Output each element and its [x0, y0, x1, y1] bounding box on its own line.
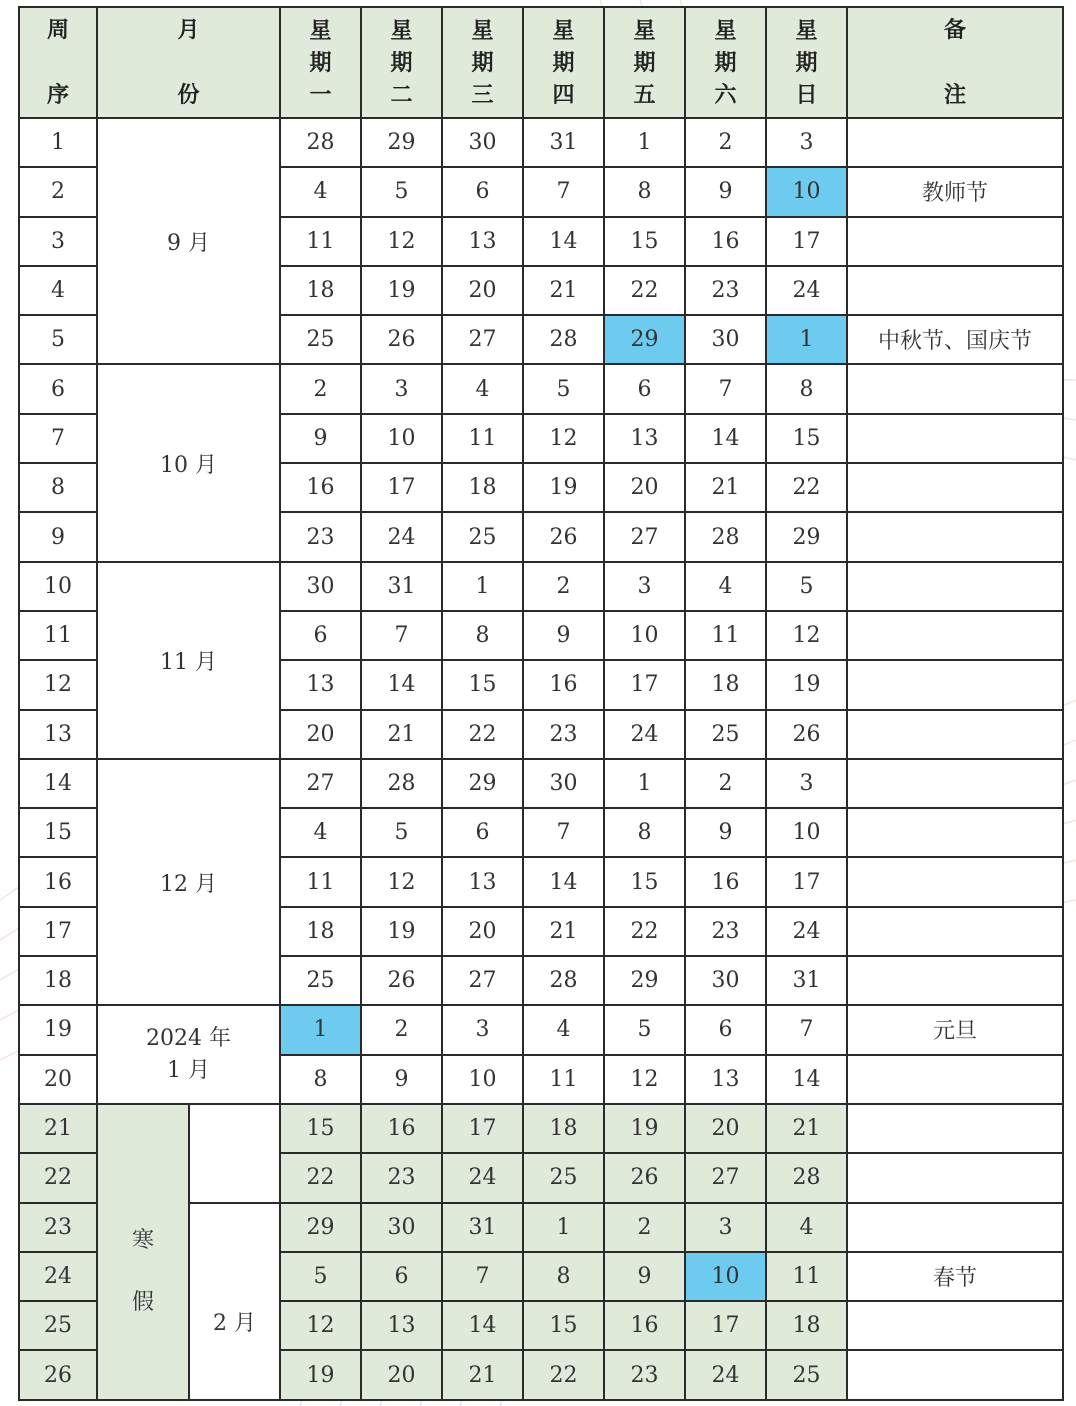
day-cell-mon: 12: [280, 1301, 361, 1350]
day-cell-tue: 5: [361, 167, 442, 216]
week-number: 23: [19, 1203, 97, 1252]
header-char: 星: [390, 17, 413, 44]
week-row: [19, 1104, 1063, 1153]
day-cell-thu: 16: [523, 660, 604, 709]
day-cell-mon: 25: [280, 315, 361, 364]
day-cell-sun: 25: [766, 1350, 847, 1399]
day-cell-sun: 31: [766, 956, 847, 1005]
header-char: 期: [633, 49, 656, 76]
header-char: 序: [46, 81, 69, 108]
week-number: 21: [19, 1104, 97, 1153]
day-cell-sun: 8: [766, 364, 847, 413]
week-number: 20: [19, 1055, 97, 1104]
day-cell-tue: 26: [361, 315, 442, 364]
winter-char: 假: [131, 1289, 154, 1315]
day-cell-tue: 30: [361, 1203, 442, 1252]
day-cell-wed: 22: [442, 710, 523, 759]
school-calendar-table: [18, 6, 1064, 1401]
month-label-nov: 11 月: [97, 562, 280, 759]
day-cell-fri: 8: [604, 167, 685, 216]
day-cell-sun: 22: [766, 463, 847, 512]
day-cell-fri: 9: [604, 1252, 685, 1301]
day-cell-sat: 16: [685, 217, 766, 266]
note-cell: 教师节: [847, 167, 1063, 216]
week-number: 16: [19, 857, 97, 906]
week-row: [19, 1005, 1063, 1054]
header-row: [19, 7, 1063, 118]
month-label-dec: 12 月: [97, 759, 280, 1005]
day-cell-thu: 7: [523, 808, 604, 857]
header-char: 期: [390, 49, 413, 76]
day-cell-sun: 10: [766, 808, 847, 857]
day-cell-thu: 1: [523, 1203, 604, 1252]
day-cell-wed: 11: [442, 414, 523, 463]
week-number: 10: [19, 562, 97, 611]
day-cell-thu: 19: [523, 463, 604, 512]
header-char: 备: [944, 16, 967, 43]
day-cell-tue: 19: [361, 907, 442, 956]
day-cell-fri: 6: [604, 364, 685, 413]
week-number: 18: [19, 956, 97, 1005]
week-number: 11: [19, 611, 97, 660]
day-cell-tue: 5: [361, 808, 442, 857]
header-char: 注: [944, 81, 967, 108]
day-cell-mon: 22: [280, 1153, 361, 1202]
day-cell-sat: 17: [685, 1301, 766, 1350]
day-cell-thu: 25: [523, 1153, 604, 1202]
day-cell-mon: 28: [280, 118, 361, 167]
week-number: 24: [19, 1252, 97, 1301]
day-cell-tue: 29: [361, 118, 442, 167]
day-cell-tue: 28: [361, 759, 442, 808]
day-cell-mon: 2: [280, 364, 361, 413]
day-cell-sun: 14: [766, 1055, 847, 1104]
day-cell-sun: 29: [766, 512, 847, 561]
day-cell-wed: 21: [442, 1350, 523, 1399]
day-cell-mon: 9: [280, 414, 361, 463]
note-cell: [847, 611, 1063, 660]
day-cell-tue: 7: [361, 611, 442, 660]
header-char: 星: [795, 17, 818, 44]
day-cell-fri: 26: [604, 1153, 685, 1202]
note-cell: [847, 1301, 1063, 1350]
day-cell-wed: 20: [442, 907, 523, 956]
day-cell-mon: 11: [280, 857, 361, 906]
day-cell-wed: 13: [442, 217, 523, 266]
weekday-header-tue: [361, 7, 442, 118]
header-char: 一: [309, 81, 332, 108]
day-cell-wed: 10: [442, 1055, 523, 1104]
day-cell-thu: 31: [523, 118, 604, 167]
day-cell-wed: 17: [442, 1104, 523, 1153]
day-cell-tue: 6: [361, 1252, 442, 1301]
week-number: 1: [19, 118, 97, 167]
header-char: 期: [471, 49, 494, 76]
day-cell-sat: 10: [685, 1252, 766, 1301]
header-char: 期: [552, 49, 575, 76]
day-cell-thu: 4: [523, 1005, 604, 1054]
week-number: 5: [19, 315, 97, 364]
day-cell-sun: 26: [766, 710, 847, 759]
day-cell-wed: 6: [442, 167, 523, 216]
day-cell-thu: 7: [523, 167, 604, 216]
day-cell-wed: 7: [442, 1252, 523, 1301]
day-cell-wed: 30: [442, 118, 523, 167]
day-cell-fri: 15: [604, 857, 685, 906]
day-cell-fri: 16: [604, 1301, 685, 1350]
month-label-sep: 9 月: [97, 118, 280, 364]
day-cell-fri: 15: [604, 217, 685, 266]
month-label-jan: [97, 1005, 280, 1104]
day-cell-sat: 3: [685, 1203, 766, 1252]
calendar-body: [19, 118, 1063, 1400]
day-cell-thu: 28: [523, 956, 604, 1005]
day-cell-fri: 22: [604, 266, 685, 315]
day-cell-fri: 2: [604, 1203, 685, 1252]
day-cell-mon: 5: [280, 1252, 361, 1301]
day-cell-thu: 21: [523, 907, 604, 956]
day-cell-sat: 13: [685, 1055, 766, 1104]
note-cell: [847, 463, 1063, 512]
day-cell-tue: 20: [361, 1350, 442, 1399]
header-char: 周: [46, 16, 69, 43]
week-number: 13: [19, 710, 97, 759]
day-cell-tue: 31: [361, 562, 442, 611]
day-cell-tue: 24: [361, 512, 442, 561]
day-cell-sat: 23: [685, 907, 766, 956]
day-cell-sat: 30: [685, 956, 766, 1005]
day-cell-sat: 18: [685, 660, 766, 709]
day-cell-sat: 24: [685, 1350, 766, 1399]
day-cell-sun: 17: [766, 217, 847, 266]
day-cell-thu: 28: [523, 315, 604, 364]
week-number: 14: [19, 759, 97, 808]
week-number: 9: [19, 512, 97, 561]
header-char: 三: [471, 81, 494, 108]
day-cell-thu: 23: [523, 710, 604, 759]
note-cell: [847, 857, 1063, 906]
day-cell-fri: 19: [604, 1104, 685, 1153]
note-cell: [847, 660, 1063, 709]
day-cell-thu: 18: [523, 1104, 604, 1153]
day-cell-wed: 4: [442, 364, 523, 413]
day-cell-wed: 3: [442, 1005, 523, 1054]
note-cell: [847, 1153, 1063, 1202]
day-cell-sun: 15: [766, 414, 847, 463]
day-cell-sun: 24: [766, 907, 847, 956]
day-cell-tue: 10: [361, 414, 442, 463]
day-cell-mon: 23: [280, 512, 361, 561]
day-cell-sat: 21: [685, 463, 766, 512]
week-number: 19: [19, 1005, 97, 1054]
day-cell-sat: 14: [685, 414, 766, 463]
day-cell-thu: 5: [523, 364, 604, 413]
day-cell-fri: 20: [604, 463, 685, 512]
week-number: 12: [19, 660, 97, 709]
week-row: [19, 759, 1063, 808]
week-number: 3: [19, 217, 97, 266]
day-cell-tue: 3: [361, 364, 442, 413]
day-cell-sat: 2: [685, 759, 766, 808]
month-year-label: 2024 年: [146, 1025, 231, 1051]
week-number: 22: [19, 1153, 97, 1202]
header-char: 五: [633, 81, 656, 108]
day-cell-tue: 17: [361, 463, 442, 512]
note-cell: [847, 266, 1063, 315]
header-char: 星: [309, 17, 332, 44]
week-number: 4: [19, 266, 97, 315]
day-cell-tue: 2: [361, 1005, 442, 1054]
header-char: 星: [552, 17, 575, 44]
week-row: [19, 118, 1063, 167]
day-cell-sat: 25: [685, 710, 766, 759]
week-number: 2: [19, 167, 97, 216]
day-cell-fri: 23: [604, 1350, 685, 1399]
note-header: [847, 7, 1063, 118]
header-char: 期: [714, 49, 737, 76]
day-cell-fri: 12: [604, 1055, 685, 1104]
note-cell: [847, 710, 1063, 759]
month-header: [97, 7, 280, 118]
note-cell: [847, 1104, 1063, 1153]
month-label: 1 月: [167, 1057, 210, 1083]
day-cell-mon: 8: [280, 1055, 361, 1104]
day-cell-wed: 24: [442, 1153, 523, 1202]
day-cell-mon: 20: [280, 710, 361, 759]
day-cell-thu: 11: [523, 1055, 604, 1104]
day-cell-mon: 27: [280, 759, 361, 808]
day-cell-mon: 6: [280, 611, 361, 660]
week-number: 7: [19, 414, 97, 463]
day-cell-tue: 26: [361, 956, 442, 1005]
weekday-header-mon: [280, 7, 361, 118]
day-cell-tue: 14: [361, 660, 442, 709]
header-char: 日: [795, 81, 818, 108]
note-cell: [847, 562, 1063, 611]
day-cell-fri: 10: [604, 611, 685, 660]
day-cell-wed: 25: [442, 512, 523, 561]
day-cell-sat: 6: [685, 1005, 766, 1054]
header-char: 份: [177, 81, 200, 108]
day-cell-wed: 18: [442, 463, 523, 512]
day-cell-wed: 27: [442, 315, 523, 364]
weekday-header-thu: [523, 7, 604, 118]
day-cell-mon: 4: [280, 167, 361, 216]
day-cell-sun: 1: [766, 315, 847, 364]
note-cell: [847, 907, 1063, 956]
day-cell-mon: 16: [280, 463, 361, 512]
month-label-oct: 10 月: [97, 364, 280, 561]
day-cell-sat: 4: [685, 562, 766, 611]
day-cell-sat: 28: [685, 512, 766, 561]
week-number-header: [19, 7, 97, 118]
day-cell-thu: 14: [523, 217, 604, 266]
day-cell-wed: 6: [442, 808, 523, 857]
day-cell-thu: 30: [523, 759, 604, 808]
day-cell-thu: 14: [523, 857, 604, 906]
weekday-header-sat: [685, 7, 766, 118]
day-cell-sat: 23: [685, 266, 766, 315]
day-cell-fri: 17: [604, 660, 685, 709]
note-cell: [847, 956, 1063, 1005]
day-cell-fri: 22: [604, 907, 685, 956]
day-cell-sun: 7: [766, 1005, 847, 1054]
winter-vacation-label: [97, 1104, 189, 1400]
note-cell: [847, 1350, 1063, 1399]
day-cell-fri: 24: [604, 710, 685, 759]
day-cell-sat: 2: [685, 118, 766, 167]
day-cell-sun: 24: [766, 266, 847, 315]
day-cell-wed: 27: [442, 956, 523, 1005]
header-char: 期: [795, 49, 818, 76]
note-cell: [847, 512, 1063, 561]
day-cell-sat: 11: [685, 611, 766, 660]
month-jan-continued: [189, 1104, 280, 1203]
note-cell: [847, 759, 1063, 808]
day-cell-thu: 22: [523, 1350, 604, 1399]
header-char: 星: [714, 17, 737, 44]
day-cell-sun: 12: [766, 611, 847, 660]
note-cell: 元旦: [847, 1005, 1063, 1054]
day-cell-wed: 31: [442, 1203, 523, 1252]
note-cell: [847, 364, 1063, 413]
month-label-feb: 2 月: [189, 1203, 280, 1400]
day-cell-sun: 3: [766, 759, 847, 808]
day-cell-wed: 15: [442, 660, 523, 709]
day-cell-sat: 9: [685, 167, 766, 216]
day-cell-thu: 8: [523, 1252, 604, 1301]
day-cell-sat: 7: [685, 364, 766, 413]
day-cell-fri: 29: [604, 315, 685, 364]
day-cell-thu: 15: [523, 1301, 604, 1350]
day-cell-mon: 13: [280, 660, 361, 709]
day-cell-sun: 11: [766, 1252, 847, 1301]
day-cell-wed: 13: [442, 857, 523, 906]
day-cell-sat: 27: [685, 1153, 766, 1202]
day-cell-sun: 3: [766, 118, 847, 167]
day-cell-wed: 1: [442, 562, 523, 611]
day-cell-sun: 18: [766, 1301, 847, 1350]
note-cell: [847, 118, 1063, 167]
header-char: 六: [714, 81, 737, 108]
note-cell: [847, 1055, 1063, 1104]
day-cell-fri: 27: [604, 512, 685, 561]
day-cell-thu: 9: [523, 611, 604, 660]
day-cell-fri: 5: [604, 1005, 685, 1054]
day-cell-mon: 18: [280, 266, 361, 315]
day-cell-mon: 4: [280, 808, 361, 857]
day-cell-fri: 1: [604, 759, 685, 808]
note-cell: 中秋节、国庆节: [847, 315, 1063, 364]
day-cell-fri: 8: [604, 808, 685, 857]
day-cell-thu: 12: [523, 414, 604, 463]
header-char: 二: [390, 81, 413, 108]
day-cell-sun: 5: [766, 562, 847, 611]
day-cell-thu: 2: [523, 562, 604, 611]
day-cell-fri: 1: [604, 118, 685, 167]
day-cell-wed: 20: [442, 266, 523, 315]
day-cell-wed: 14: [442, 1301, 523, 1350]
day-cell-tue: 13: [361, 1301, 442, 1350]
day-cell-mon: 11: [280, 217, 361, 266]
day-cell-sun: 28: [766, 1153, 847, 1202]
day-cell-sat: 9: [685, 808, 766, 857]
weekday-header-sun: [766, 7, 847, 118]
day-cell-sun: 21: [766, 1104, 847, 1153]
note-cell: [847, 1203, 1063, 1252]
day-cell-sun: 10: [766, 167, 847, 216]
day-cell-mon: 18: [280, 907, 361, 956]
week-number: 6: [19, 364, 97, 413]
week-number: 15: [19, 808, 97, 857]
day-cell-sat: 30: [685, 315, 766, 364]
day-cell-mon: 1: [280, 1005, 361, 1054]
note-cell: [847, 217, 1063, 266]
day-cell-sat: 20: [685, 1104, 766, 1153]
header-char: 四: [552, 81, 575, 108]
note-cell: [847, 808, 1063, 857]
day-cell-tue: 9: [361, 1055, 442, 1104]
week-number: 25: [19, 1301, 97, 1350]
day-cell-fri: 29: [604, 956, 685, 1005]
note-cell: 春节: [847, 1252, 1063, 1301]
winter-char: 寒: [131, 1227, 154, 1253]
week-row: [19, 562, 1063, 611]
day-cell-mon: 15: [280, 1104, 361, 1153]
header-char: 月: [177, 16, 200, 43]
week-row: [19, 364, 1063, 413]
day-cell-wed: 8: [442, 611, 523, 660]
day-cell-tue: 16: [361, 1104, 442, 1153]
day-cell-tue: 23: [361, 1153, 442, 1202]
day-cell-fri: 13: [604, 414, 685, 463]
day-cell-tue: 21: [361, 710, 442, 759]
day-cell-tue: 19: [361, 266, 442, 315]
day-cell-mon: 19: [280, 1350, 361, 1399]
weekday-header-wed: [442, 7, 523, 118]
header-char: 星: [633, 17, 656, 44]
day-cell-wed: 29: [442, 759, 523, 808]
day-cell-sun: 19: [766, 660, 847, 709]
week-number: 8: [19, 463, 97, 512]
day-cell-tue: 12: [361, 217, 442, 266]
weekday-header-fri: [604, 7, 685, 118]
day-cell-mon: 25: [280, 956, 361, 1005]
week-number: 26: [19, 1350, 97, 1399]
header-char: 期: [309, 49, 332, 76]
day-cell-mon: 29: [280, 1203, 361, 1252]
header-char: 星: [471, 17, 494, 44]
day-cell-thu: 21: [523, 266, 604, 315]
note-cell: [847, 414, 1063, 463]
day-cell-sun: 17: [766, 857, 847, 906]
week-number: 17: [19, 907, 97, 956]
day-cell-thu: 26: [523, 512, 604, 561]
day-cell-tue: 12: [361, 857, 442, 906]
day-cell-sun: 4: [766, 1203, 847, 1252]
day-cell-fri: 3: [604, 562, 685, 611]
day-cell-sat: 16: [685, 857, 766, 906]
day-cell-mon: 30: [280, 562, 361, 611]
